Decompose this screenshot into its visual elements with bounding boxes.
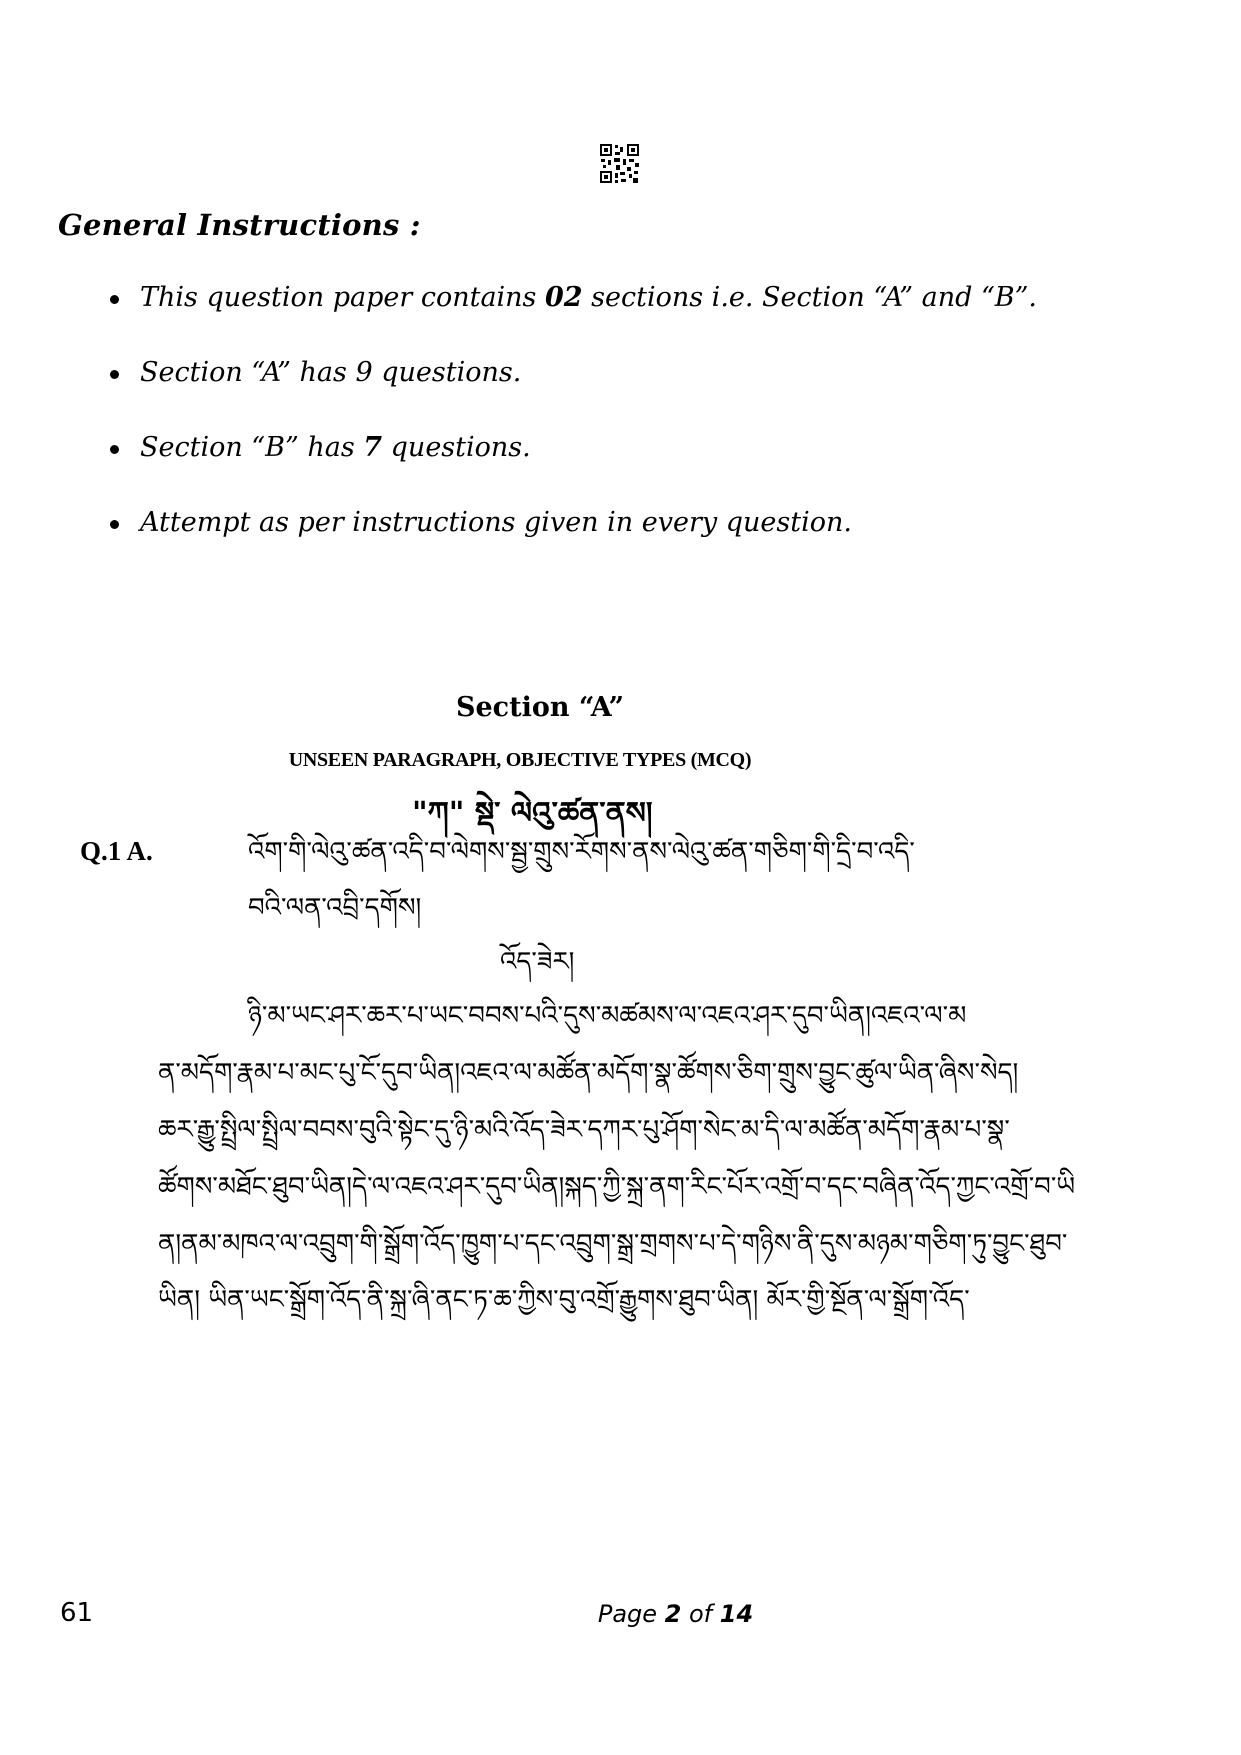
page-total: 14 (719, 1600, 754, 1628)
general-instructions-heading: General Instructions : (58, 208, 421, 242)
question-label: Q.1 A. (80, 836, 153, 866)
paragraph-line: ཡིན། ཡིན་ཡང་སྒྲོག་འོད་ནི་སྐྲ་ཞི་ནང་ཏ་ཆ་ཀྱིས་བུ་འགྲོ་རྒྱུགས་ཐུབ་ཡིན། མོར་གྱི་སྔོན་ལ་སྒྲོག་འོད་ (158, 1285, 970, 1315)
paragraph-line: ཆར་རྒྱུ་སྤྲིལ་སྤྲིལ་བབས་བུའི་སྟེང་དུ་ཉི་མའི་འོད་ཟེར་དཀར་པུ་ཤོག་སེང་མ་དི་ལ་མཚོན་མདོག་རྣམ་པ་སྣ་ (158, 1115, 1010, 1145)
instruction-text: questions. (382, 432, 531, 463)
section-a-title: Section “A” (456, 692, 624, 723)
question-text-line: འོག་གི་ལེའུ་ཚན་འདི་བ་ལེགས་སྦྱ་གྲུས་རོགས་ནས་ལེའུ་ཚན་གཅིག་གི་དྲི་བ་འདི་ (248, 837, 915, 867)
page-prefix: Page (597, 1600, 665, 1628)
paper-code: 61 (60, 1598, 94, 1628)
instruction-bold: 02 (545, 282, 583, 313)
bullet-icon (110, 295, 119, 304)
paragraph-title: འོད་ཟེར། (500, 947, 575, 977)
instruction-item (108, 355, 1037, 430)
question-text-line: བའི་ལན་འབྲི་དགོས། (248, 893, 422, 923)
instruction-item (108, 280, 1037, 355)
page-number (0, 1600, 1241, 1628)
instruction-text: Section “A” has 9 questions. (140, 357, 522, 388)
section-a-tibetan-subtitle: "ཀ" སྡེ་ ལེའུ་ཚན་ནས། (412, 796, 653, 831)
paragraph-line: ན་མདོག་རྣམ་པ་མང་པུ་ངོ་དུབ་ཡིན།འཇའ་ལ་མཚོན་མདོག་སྣ་ཚོགས་ཅིག་གྲུས་བྱུང་ཚུལ་ཡིན་ཞིས་སེད། (158, 1058, 1019, 1088)
paragraph-line: ན།ནམ་མཁའ་ལ་འབྲུག་གི་སྒྲོག་འོད་ཁྱུག་པ་དང་འབྲུག་སྒྲ་གྲགས་པ་དེ་གཉིས་ནི་དུས་མཉམ་གཅིག་ཏུ་བྱུང་ཐུབ་ (158, 1229, 1068, 1259)
instruction-text: This question paper contains (140, 282, 545, 313)
instruction-text: Section “B” has (140, 432, 364, 463)
bullet-icon (110, 370, 119, 379)
paragraph-line: ཉི་མ་ཡང་ཤར་ཆར་པ་ཡང་བབས་པའི་དུས་མཚམས་ལ་འཇའ་ཤར་དུབ་ཡིན།འཇའ་ལ་མ (248, 1001, 967, 1031)
instructions-list (108, 280, 1037, 580)
instruction-item (108, 505, 1037, 580)
page-current: 2 (664, 1600, 682, 1628)
instruction-text: Attempt as per instructions given in every question. (140, 507, 852, 538)
paragraph-line: ཚོགས་མཐོང་ཐུབ་ཡིན།དེ་ལ་འཇའ་ཤར་དུབ་ཡིན།སྐད་ཀྱི་སྐྲ་ནག་རིང་པོར་འགྲོ་བ་དང་བཞིན་འོད་ཀྱང་འགྲོ་བ་ཡི (158, 1172, 1076, 1202)
section-a-subtitle: UNSEEN PARAGRAPH, OBJECTIVE TYPES (MCQ) (288, 749, 752, 771)
page-of: of (681, 1600, 720, 1628)
instruction-item (108, 430, 1037, 505)
bullet-icon (110, 520, 119, 529)
instruction-bold: 7 (363, 432, 383, 463)
instruction-text: sections i.e. Section “A” and “B”. (582, 282, 1037, 313)
bullet-icon (110, 445, 119, 454)
qr-code-icon (599, 143, 640, 184)
